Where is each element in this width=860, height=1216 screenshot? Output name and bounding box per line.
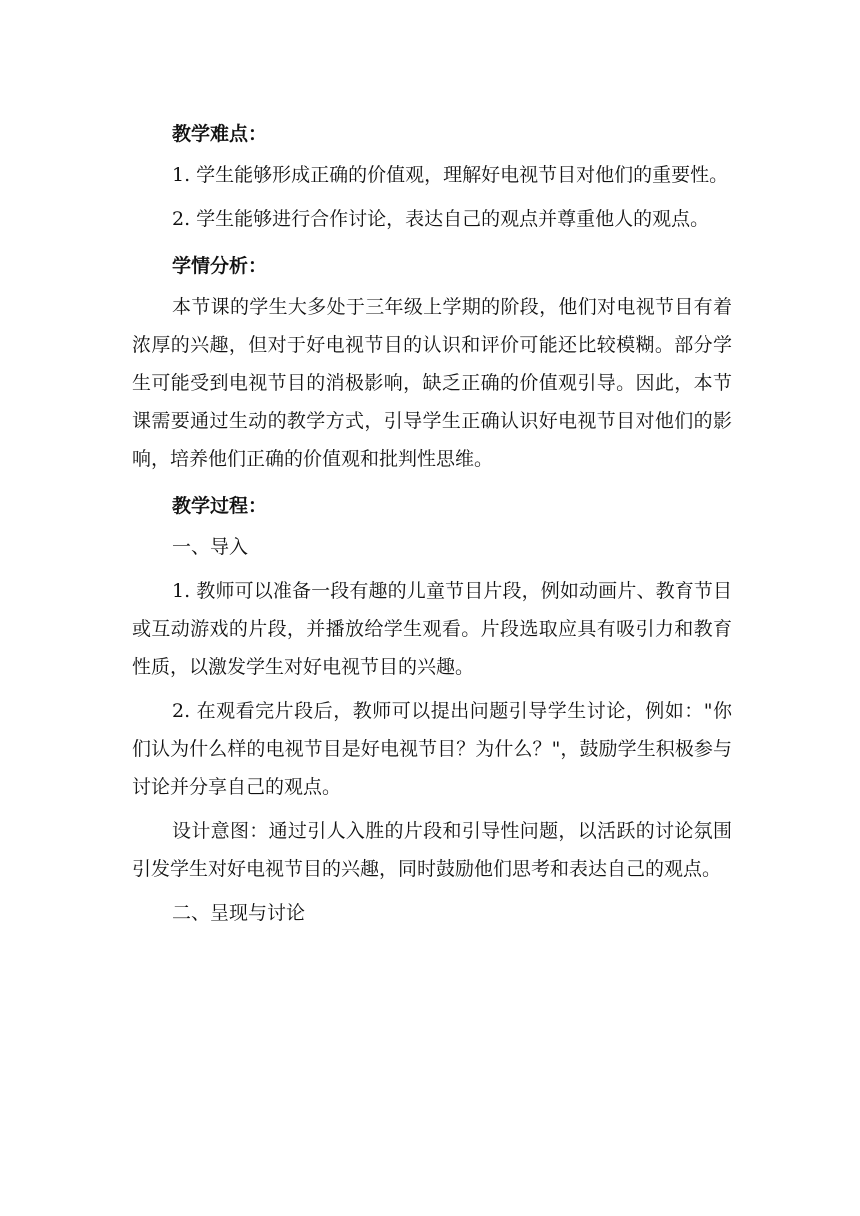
- heading-student-analysis: 学情分析：: [172, 255, 268, 277]
- document-page: [132, 112, 732, 938]
- subheading-introduction: 一、导入: [172, 536, 249, 558]
- difficulty-point-2: 2. 学生能够进行合作讨论，表达自己的观点并尊重他人的观点。: [172, 208, 710, 230]
- process-point-1: 1. 教师可以准备一段有趣的儿童节目片段，例如动画片、教育节目或互动游戏的片段，并播放给学生观看。片段选取应具有吸引力和教育性质，以激发学生对好电视节目的兴趣。: [132, 580, 732, 678]
- heading-teaching-process: 教学过程：: [172, 495, 268, 517]
- heading-teaching-difficulty: 教学难点：: [172, 123, 268, 145]
- subheading-presentation-discussion: 二、呈现与讨论: [172, 902, 306, 924]
- difficulty-point-1: 1. 学生能够形成正确的价值观，理解好电视节目对他们的重要性。: [172, 164, 729, 186]
- analysis-paragraph: 本节课的学生大多处于三年级上学期的阶段，他们对电视节目有着浓厚的兴趣，但对于好电视节目的认识和评价可能还比较模糊。部分学生可能受到电视节目的消极影响，缺乏正确的价值观引导。因此，本节课需要通过生动的教学方式，引导学生正确认识好电视节目对他们的影响，培养他们正确的价值观和批判性思维。: [132, 296, 732, 470]
- process-point-2: 2. 在观看完片段后，教师可以提出问题引导学生讨论，例如："你们认为什么样的电视节目是好电视节目？为什么？"，鼓励学生积极参与讨论并分享自己的观点。: [132, 700, 732, 798]
- design-intent: 设计意图：通过引人入胜的片段和引导性问题，以活跃的讨论氛围引发学生对好电视节目的兴趣，同时鼓励他们思考和表达自己的观点。: [132, 820, 732, 880]
